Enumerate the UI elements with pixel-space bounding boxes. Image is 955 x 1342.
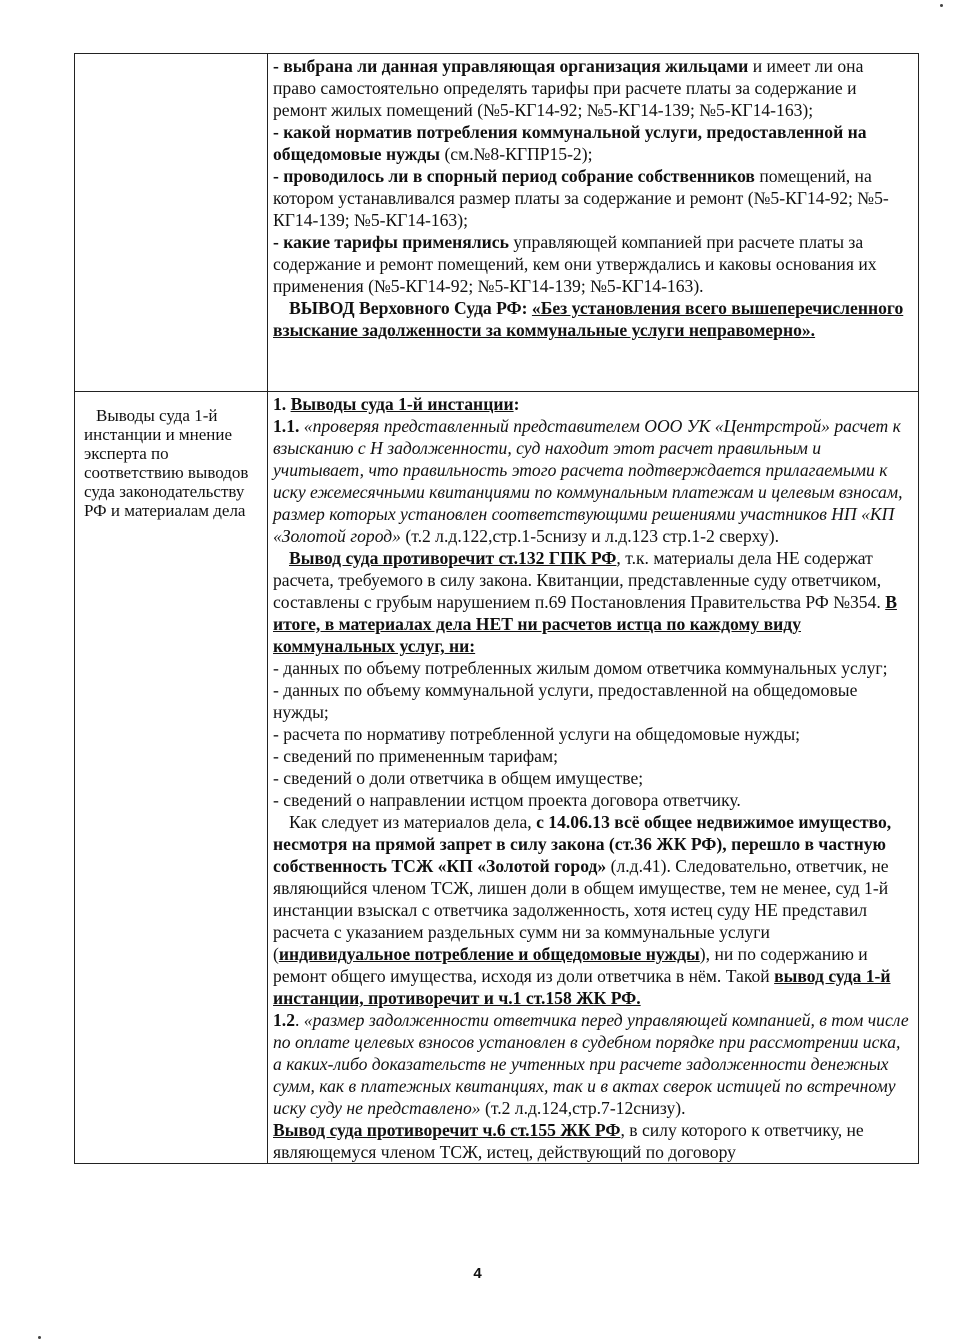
- expert-opinion-2: Как следует из материалов дела, с 14.06.13 всё общее недвижимое имущество, несмотря на прямой запрет в силу закона (ст.36 ЖК РФ), перешло в частную собственность ТСЖ «КП «Золотой город» (л.д.41). Следовательно, ответчик, не являющийся членом ТСЖ, лишен доли в общем имуществе, тем не менее, суд 1-й инстанции взыскал с ответчика задолженность, хотя истец суду НЕ представил расчета с указанием раздельных сумм ни за коммунальные услуги (индивидуальное потребление и общедомовые нужды), ни по содержанию и ремонт общего имущества, исходя из доли ответчика в нём. Такой вывод суда 1-й инстанции, противоречит и ч.1 ст.158 ЖК РФ.: [273, 812, 892, 1008]
- table-row: [75, 392, 919, 1164]
- missing-item: - сведений по примененным тарифам;: [273, 746, 558, 766]
- checklist-item: - какие тарифы применялись управляющей компанией при расчете платы за содержание и ремонт помещений, кем они утверждались и каковы основания их применения (№5-КГ14-92; №5-КГ14-139; №5-КГ14-163).: [273, 232, 877, 296]
- missing-item: - сведений о направлении истцом проекта договора ответчику.: [273, 790, 741, 810]
- left-cell-empty: [75, 54, 268, 392]
- missing-item: - расчета по нормативу потребленной услуги на общедомовые нужды;: [273, 724, 801, 744]
- row-label: Выводы суда 1-й инстанции и мнение эксперта по соответствию выводов суда законодательству РФ и материалам дела: [84, 406, 249, 520]
- right-cell-checklist: [268, 54, 919, 392]
- checklist-item: - выбрана ли данная управляющая организация жильцами и имеет ли она право самостоятельно определять тарифы при расчете платы за содержание и ремонт жилых помещений (№5-КГ14-92; №5-КГ14-139; №5-КГ14-163);: [273, 56, 864, 120]
- checklist-item: - проводилось ли в спорный период собрание собственников помещений, на котором устанавливался размер платы за содержание и ремонт (№5-КГ14-92; №5-КГ14-139; №5-КГ14-163);: [273, 166, 889, 230]
- missing-item: - данных по объему потребленных жилым домом ответчика коммунальных услуг;: [273, 658, 888, 678]
- court-quote-1-2: 1.2. «размер задолженности ответчика перед управляющей компанией, в том числе по оплате целевых взносов установлен в судебном порядке при рассмотрении иска, а каких-либо доказательств не учтенных при расчете задолженности денежных сумм, как в платежных квитанциях, так и в актах сверок истицей по встречному иску суду не представлено» (т.2 л.д.124,стр.7-12снизу).: [273, 1010, 909, 1118]
- missing-item: - сведений о доли ответчика в общем имуществе;: [273, 768, 644, 788]
- table-row: [75, 54, 919, 392]
- missing-item: - данных по объему коммунальной услуги, предоставленной на общедомовые нужды;: [273, 680, 858, 722]
- section-heading: 1. Выводы суда 1-й инстанции:: [273, 394, 520, 414]
- scan-speck: [940, 4, 943, 7]
- left-cell-label: [75, 392, 268, 1164]
- expert-opinion-1: Вывод суда противоречит ст.132 ГПК РФ, т.к. материалы дела НЕ содержат расчета, требуемого в силу закона. Квитанции, представленные суду ответчиком, составлены с грубым нарушением п.69 Постановления Правительства РФ №354. В итоге, в материалах дела НЕТ ни расчетов истца по каждому виду коммунальных услуг, ни:: [273, 548, 897, 656]
- court-quote-1-1: 1.1. «проверяя представленный представителем ООО УК «Центрстрой» расчет к взысканию с Н задолженности, суд находит этот расчет правильным и учитывает, что правильность этого расчета подтверждается прилагаемыми к иску ежемесячными квитанциями по коммунальным платежам и целевым взносам, размер которых установлен соответствующими решениями участников НП «КП «Золотой город» (т.2 л.д.122,стр.1-5снизу и л.д.123 стр.1-2 сверху).: [273, 416, 903, 546]
- checklist-item: - какой норматив потребления коммунальной услуги, предоставленной на общедомовые нужды (см.№8-КГПР15-2);: [273, 122, 867, 164]
- page-number: 4: [473, 1265, 482, 1282]
- scan-speck: [38, 1336, 41, 1339]
- document-table: [74, 53, 919, 1164]
- supreme-court-conclusion: ВЫВОД Верховного Суда РФ: «Без установления всего вышеперечисленного взыскание задолженности за коммунальные услуги неправомерно».: [273, 298, 904, 340]
- right-cell-analysis: [268, 392, 919, 1164]
- expert-opinion-3: Вывод суда противоречит ч.6 ст.155 ЖК РФ, в силу которого к ответчику, не являющемуся членом ТСЖ, истец, действующий по договору: [273, 1120, 864, 1162]
